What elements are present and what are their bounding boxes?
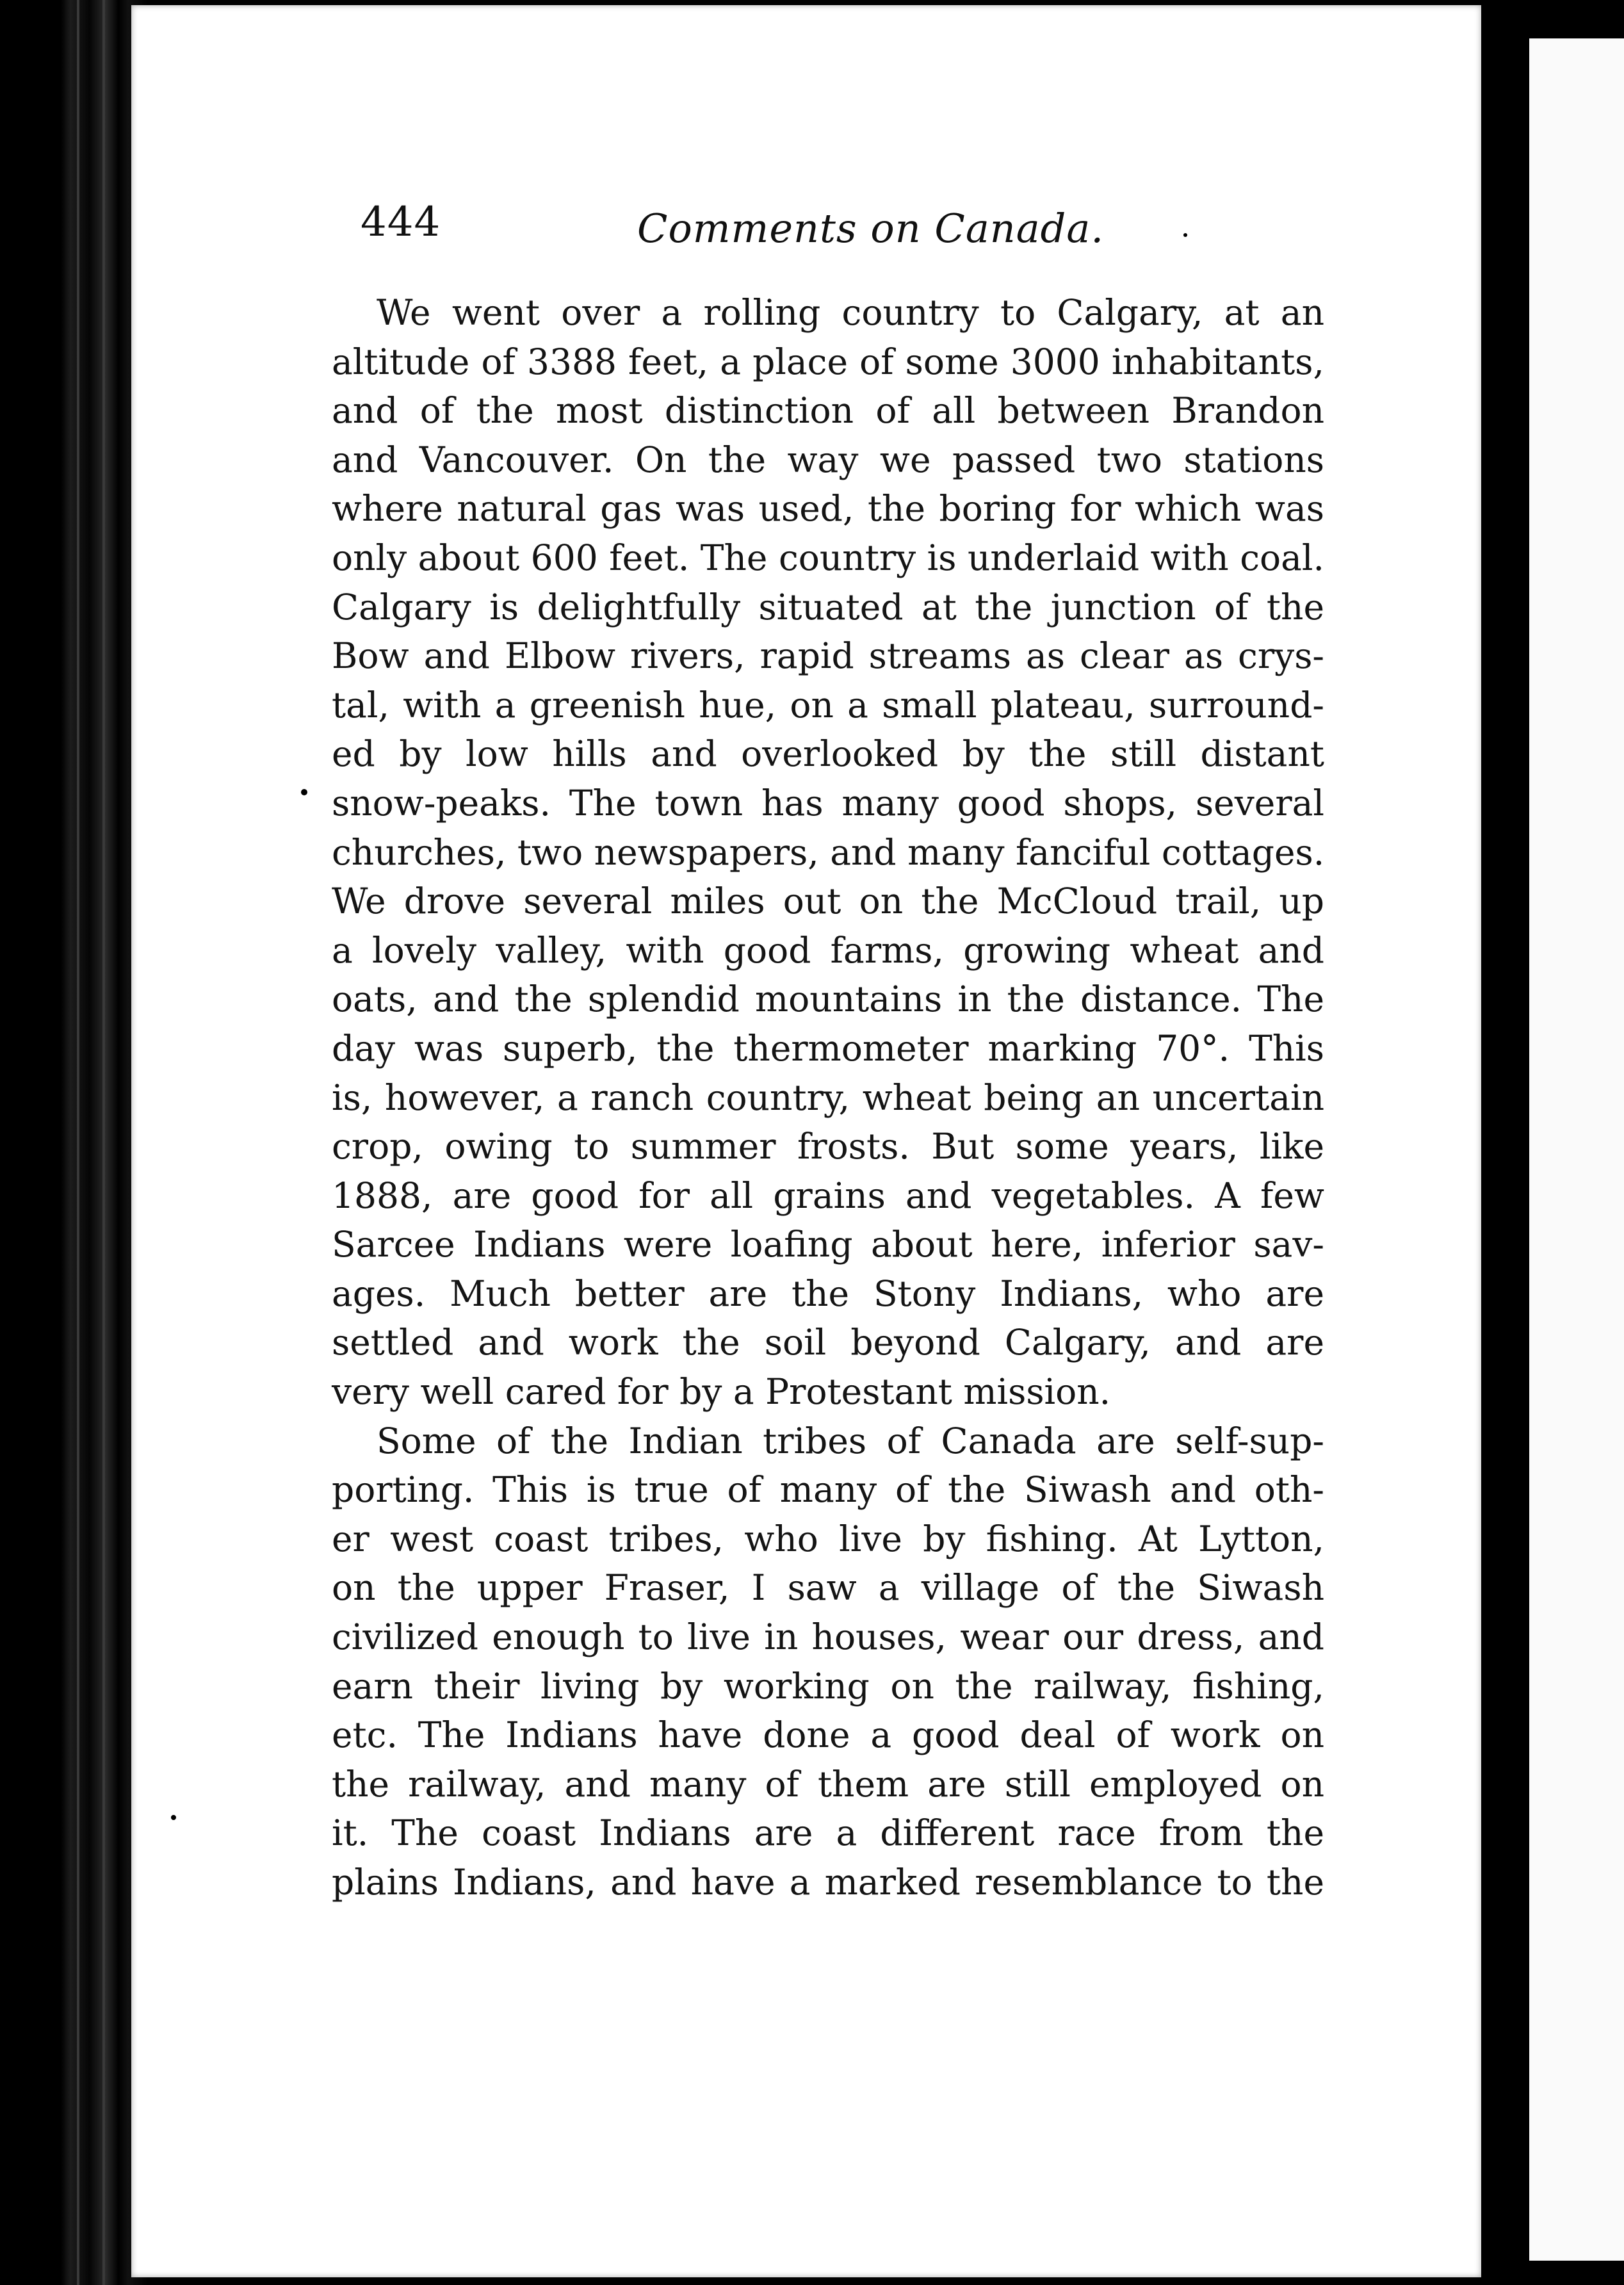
text-line: churches, two newspapers, and many fanciful cottages. bbox=[332, 831, 1325, 873]
text-line: is, however, a ranch country, wheat being an uncertain bbox=[332, 1077, 1324, 1118]
text-line: snow-peaks. The town has many good shops, several bbox=[332, 782, 1324, 824]
text-line: on the upper Fraser, I saw a village of the Siwash bbox=[332, 1567, 1324, 1609]
paragraph bbox=[332, 288, 1324, 1417]
binding-edge-line bbox=[77, 0, 79, 2285]
text-line: altitude of 3388 feet, a place of some 3000 inhabitants, bbox=[332, 341, 1324, 382]
text-line: day was superb, the thermometer marking 70°. This bbox=[332, 1027, 1324, 1069]
page-number: 444 bbox=[361, 199, 441, 246]
body-text bbox=[332, 288, 1324, 1907]
page-header bbox=[361, 199, 1321, 269]
text-line: it. The coast Indians are a different race from the bbox=[332, 1812, 1324, 1854]
text-line: and Vancouver. On the way we passed two stations bbox=[332, 439, 1324, 480]
scan-speck bbox=[6, 284, 15, 291]
text-line: the railway, and many of them are still employed on bbox=[332, 1763, 1324, 1805]
scan-speck bbox=[171, 1815, 176, 1820]
book-binding bbox=[0, 0, 147, 2285]
text-line: earn their living by working on the railway, fishing, bbox=[332, 1665, 1324, 1707]
text-line: civilized enough to live in houses, wear our dress, and bbox=[332, 1616, 1324, 1658]
text-line: We drove several miles out on the McCloud trail, up bbox=[332, 881, 1324, 922]
text-line: etc. The Indians have done a good deal of work on bbox=[332, 1714, 1324, 1756]
adjacent-page-edge bbox=[1529, 38, 1624, 2261]
text-line: where natural gas was used, the boring for which was bbox=[332, 488, 1324, 530]
text-line: 1888, are good for all grains and vegetables. A few bbox=[332, 1175, 1324, 1216]
text-line: er west coast tribes, who live by fishing. At Lytton, bbox=[332, 1518, 1324, 1559]
text-line: plains Indians, and have a marked resemblance to the bbox=[332, 1862, 1324, 1903]
scan-speck bbox=[6, 512, 13, 521]
text-line: porting. This is true of many of the Siwash and oth- bbox=[332, 1469, 1324, 1511]
binding-edge-line bbox=[102, 0, 105, 2285]
scan-speck bbox=[301, 789, 307, 795]
text-line: oats, and the splendid mountains in the distance. The bbox=[332, 979, 1324, 1020]
text-line: Bow and Elbow rivers, rapid streams as clear as crys- bbox=[332, 635, 1324, 677]
running-title: Comments on Canada. bbox=[637, 205, 1105, 252]
text-line: Sarcee Indians were loafing about here, inferior sav- bbox=[332, 1224, 1324, 1265]
text-line: We went over a rolling country to Calgary, at an bbox=[377, 292, 1324, 333]
text-line: Some of the Indian tribes of Canada are self-sup- bbox=[377, 1420, 1324, 1461]
text-line: very well cared for by a Protestant mission. bbox=[332, 1371, 1111, 1413]
text-line: settled and work the soil beyond Calgary, and are bbox=[332, 1322, 1324, 1363]
text-line: and of the most distinction of all between Brandon bbox=[332, 390, 1324, 432]
text-line: ed by low hills and overlooked by the still distant bbox=[332, 733, 1324, 775]
text-line: a lovely valley, with good farms, growing wheat and bbox=[332, 929, 1324, 971]
text-line: only about 600 feet. The country is underlaid with coal. bbox=[332, 537, 1324, 578]
text-line: crop, owing to summer frosts. But some years, like bbox=[332, 1126, 1324, 1167]
text-line: ages. Much better are the Stony Indians, who are bbox=[332, 1273, 1324, 1314]
text-line: tal, with a greenish hue, on a small plateau, surround- bbox=[332, 684, 1324, 726]
gutter-shadow bbox=[1498, 0, 1529, 2285]
text-line: Calgary is delightfully situated at the junction of the bbox=[332, 586, 1324, 628]
paragraph bbox=[332, 1417, 1324, 1907]
